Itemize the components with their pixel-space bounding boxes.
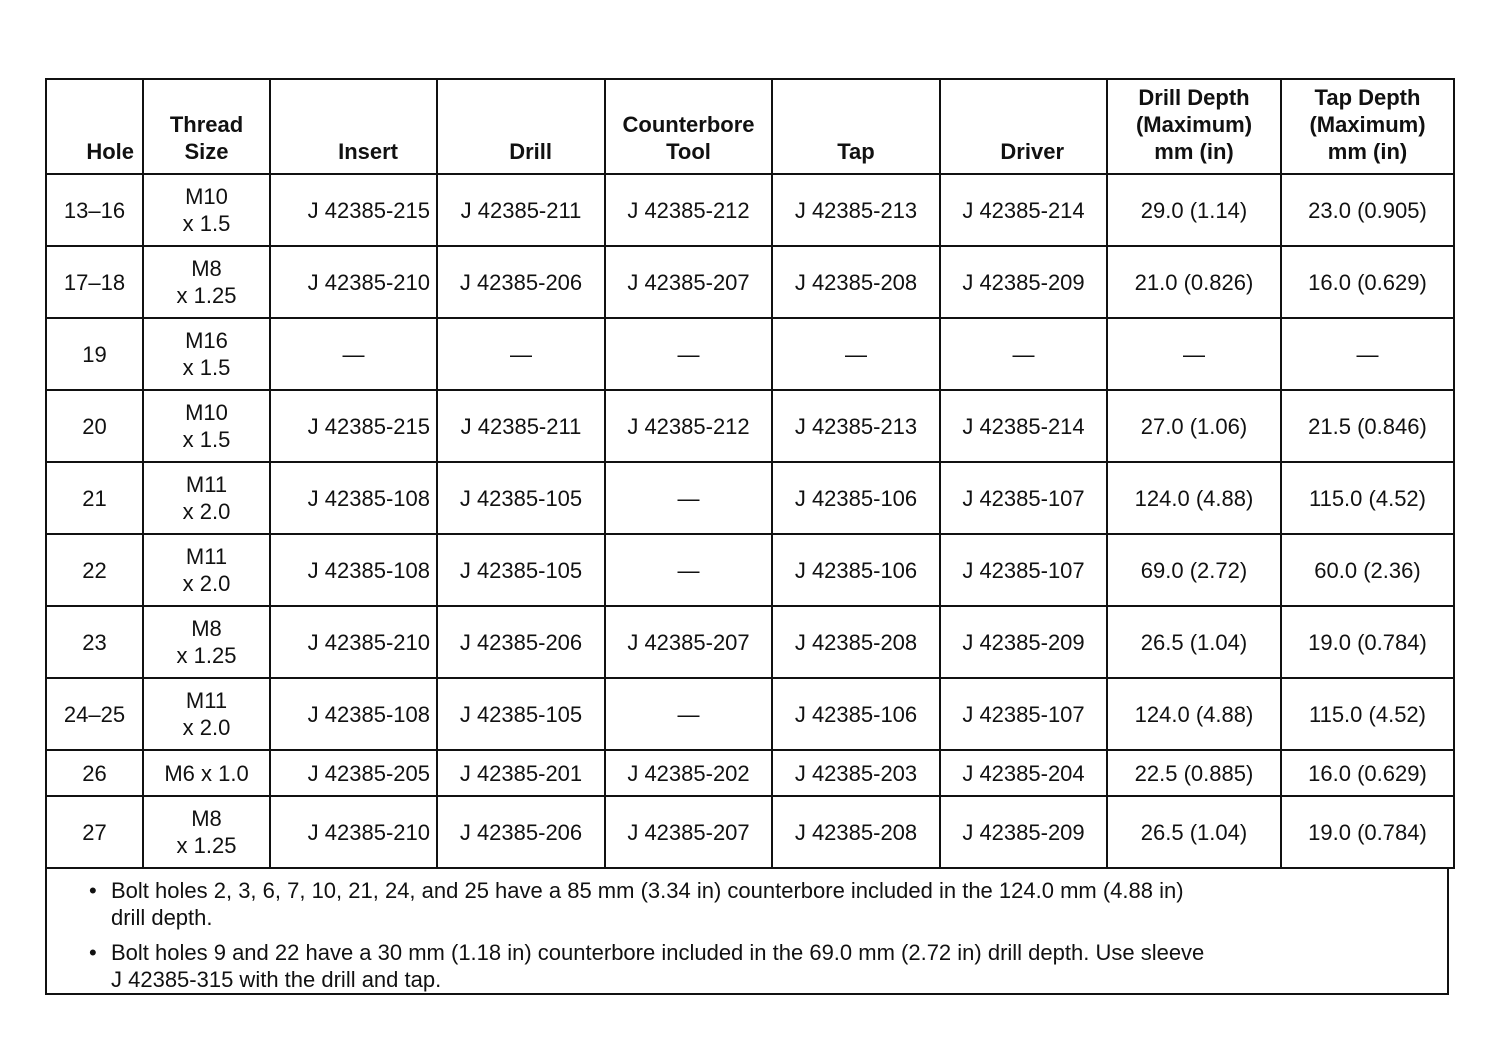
cell-drill-depth: 124.0 (4.88): [1107, 678, 1281, 750]
cell-counterbore: —: [605, 678, 772, 750]
cell-driver: —: [940, 318, 1107, 390]
cell-thread-size: M8 x 1.25: [143, 606, 270, 678]
cell-thread-size: M11 x 2.0: [143, 678, 270, 750]
cell-thread-size: M6 x 1.0: [143, 750, 270, 796]
cell-driver: J 42385-214: [940, 174, 1107, 246]
cell-tap: J 42385-208: [772, 796, 940, 868]
note-text-line: J 42385-315 with the drill and tap.: [111, 967, 442, 992]
table-row: [46, 606, 1454, 678]
cell-drill: J 42385-105: [437, 678, 605, 750]
cell-drill-depth: 26.5 (1.04): [1107, 796, 1281, 868]
cell-hole: 20: [46, 390, 143, 462]
cell-tap: J 42385-208: [772, 246, 940, 318]
cell-tap-depth: 21.5 (0.846): [1281, 390, 1454, 462]
cell-hole: 19: [46, 318, 143, 390]
header-counterbore-tool: Counterbore Tool: [605, 79, 772, 174]
cell-thread-size: M16 x 1.5: [143, 318, 270, 390]
cell-drill: J 42385-211: [437, 174, 605, 246]
cell-thread-size: M10 x 1.5: [143, 174, 270, 246]
cell-tap: J 42385-213: [772, 174, 940, 246]
cell-drill: J 42385-206: [437, 796, 605, 868]
cell-driver: J 42385-209: [940, 606, 1107, 678]
cell-insert: J 42385-108: [270, 462, 437, 534]
table-row: [46, 750, 1454, 796]
cell-driver: J 42385-107: [940, 678, 1107, 750]
cell-drill: J 42385-211: [437, 390, 605, 462]
cell-drill: J 42385-105: [437, 534, 605, 606]
cell-tap-depth: 19.0 (0.784): [1281, 606, 1454, 678]
cell-counterbore: —: [605, 534, 772, 606]
table-row: [46, 390, 1454, 462]
note-text-line: Bolt holes 2, 3, 6, 7, 10, 21, 24, and 25 have a 85 mm (3.34 in) counterbore included in the 124.0 mm (4.88 in): [111, 878, 1184, 903]
cell-tap-depth: 16.0 (0.629): [1281, 750, 1454, 796]
cell-drill-depth: 29.0 (1.14): [1107, 174, 1281, 246]
cell-tap: J 42385-213: [772, 390, 940, 462]
cell-drill: J 42385-206: [437, 246, 605, 318]
cell-thread-size: M11 x 2.0: [143, 534, 270, 606]
cell-drill: —: [437, 318, 605, 390]
cell-hole: 13–16: [46, 174, 143, 246]
table-row: [46, 678, 1454, 750]
notes-box: [45, 869, 1449, 995]
cell-driver: J 42385-107: [940, 462, 1107, 534]
cell-tap-depth: 60.0 (2.36): [1281, 534, 1454, 606]
cell-counterbore: J 42385-207: [605, 796, 772, 868]
cell-tap-depth: 23.0 (0.905): [1281, 174, 1454, 246]
cell-hole: 17–18: [46, 246, 143, 318]
spec-table-container: [45, 78, 1453, 995]
cell-hole: 27: [46, 796, 143, 868]
cell-insert: J 42385-215: [270, 390, 437, 462]
cell-tap: J 42385-106: [772, 678, 940, 750]
header-tap: Tap: [772, 79, 940, 174]
cell-drill: J 42385-201: [437, 750, 605, 796]
table-row: [46, 462, 1454, 534]
cell-insert: J 42385-210: [270, 796, 437, 868]
cell-counterbore: J 42385-207: [605, 246, 772, 318]
cell-driver: J 42385-209: [940, 796, 1107, 868]
cell-drill: J 42385-105: [437, 462, 605, 534]
cell-insert: —: [270, 318, 437, 390]
cell-drill-depth: 27.0 (1.06): [1107, 390, 1281, 462]
cell-insert: J 42385-205: [270, 750, 437, 796]
cell-tap: J 42385-208: [772, 606, 940, 678]
cell-tap-depth: 115.0 (4.52): [1281, 462, 1454, 534]
cell-tap: J 42385-106: [772, 534, 940, 606]
cell-counterbore: —: [605, 318, 772, 390]
cell-thread-size: M8 x 1.25: [143, 246, 270, 318]
header-thread-size: Thread Size: [143, 79, 270, 174]
cell-thread-size: M10 x 1.5: [143, 390, 270, 462]
note-text-line: drill depth.: [111, 905, 213, 930]
cell-hole: 21: [46, 462, 143, 534]
table-row: [46, 318, 1454, 390]
cell-tap: J 42385-203: [772, 750, 940, 796]
cell-driver: J 42385-107: [940, 534, 1107, 606]
header-row: [46, 79, 1454, 174]
cell-counterbore: J 42385-207: [605, 606, 772, 678]
cell-insert: J 42385-108: [270, 678, 437, 750]
header-insert: Insert: [270, 79, 437, 174]
header-drill-depth: Drill Depth (Maximum) mm (in): [1107, 79, 1281, 174]
note-item: [47, 939, 1447, 993]
bullet-icon: •: [89, 940, 97, 965]
tool-spec-table: [45, 78, 1455, 869]
cell-drill-depth: 124.0 (4.88): [1107, 462, 1281, 534]
cell-tap-depth: 19.0 (0.784): [1281, 796, 1454, 868]
cell-drill-depth: 26.5 (1.04): [1107, 606, 1281, 678]
cell-hole: 24–25: [46, 678, 143, 750]
cell-thread-size: M8 x 1.25: [143, 796, 270, 868]
table-row: [46, 796, 1454, 868]
cell-drill-depth: 69.0 (2.72): [1107, 534, 1281, 606]
cell-counterbore: —: [605, 462, 772, 534]
header-hole: Hole: [46, 79, 143, 174]
cell-hole: 23: [46, 606, 143, 678]
table-row: [46, 534, 1454, 606]
cell-insert: J 42385-210: [270, 606, 437, 678]
cell-hole: 22: [46, 534, 143, 606]
cell-tap-depth: 16.0 (0.629): [1281, 246, 1454, 318]
cell-drill-depth: —: [1107, 318, 1281, 390]
cell-counterbore: J 42385-202: [605, 750, 772, 796]
cell-driver: J 42385-214: [940, 390, 1107, 462]
note-item: [47, 877, 1447, 931]
cell-tap: J 42385-106: [772, 462, 940, 534]
cell-drill-depth: 21.0 (0.826): [1107, 246, 1281, 318]
cell-insert: J 42385-215: [270, 174, 437, 246]
cell-thread-size: M11 x 2.0: [143, 462, 270, 534]
header-tap-depth: Tap Depth (Maximum) mm (in): [1281, 79, 1454, 174]
cell-driver: J 42385-204: [940, 750, 1107, 796]
cell-counterbore: J 42385-212: [605, 390, 772, 462]
table-row: [46, 246, 1454, 318]
cell-insert: J 42385-210: [270, 246, 437, 318]
cell-tap-depth: —: [1281, 318, 1454, 390]
cell-hole: 26: [46, 750, 143, 796]
header-driver: Driver: [940, 79, 1107, 174]
cell-tap: —: [772, 318, 940, 390]
cell-drill-depth: 22.5 (0.885): [1107, 750, 1281, 796]
bullet-icon: •: [89, 878, 97, 903]
cell-insert: J 42385-108: [270, 534, 437, 606]
cell-counterbore: J 42385-212: [605, 174, 772, 246]
header-drill: Drill: [437, 79, 605, 174]
cell-driver: J 42385-209: [940, 246, 1107, 318]
cell-tap-depth: 115.0 (4.52): [1281, 678, 1454, 750]
note-text-line: Bolt holes 9 and 22 have a 30 mm (1.18 in) counterbore included in the 69.0 mm (2.72 in) drill depth. Use sleeve: [111, 940, 1205, 965]
cell-drill: J 42385-206: [437, 606, 605, 678]
table-row: [46, 174, 1454, 246]
